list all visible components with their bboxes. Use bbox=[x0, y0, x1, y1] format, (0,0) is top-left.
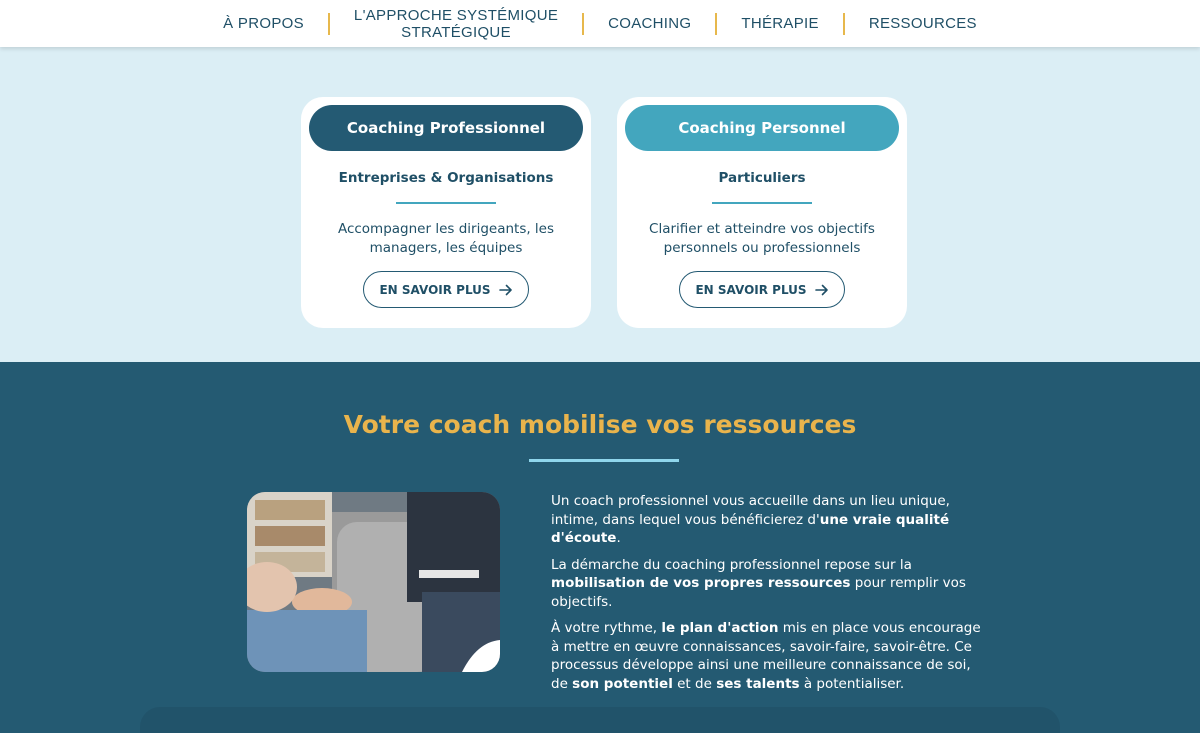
arrow-right-icon bbox=[815, 284, 829, 296]
nav-item-approche-line1: L'APPROCHE SYSTÉMIQUE bbox=[353, 6, 559, 24]
coaching-session-photo bbox=[247, 492, 500, 672]
card-coaching-professionnel bbox=[301, 97, 591, 328]
nav-item-approche[interactable] bbox=[330, 7, 582, 41]
card-description: Clarifier et atteindre vos objectifs personnels ou professionnels bbox=[649, 221, 875, 256]
coaching-cards bbox=[301, 97, 907, 328]
card-divider bbox=[396, 202, 496, 204]
p3-text-3: et de bbox=[672, 675, 717, 692]
p3-text: À votre rythme, bbox=[551, 620, 662, 636]
photo-illustration bbox=[247, 492, 500, 672]
nav-item-therapie[interactable]: THÉRAPIE bbox=[741, 15, 819, 32]
p1-bold: une vraie qualité d'écoute bbox=[551, 511, 950, 546]
card-subtitle: Entreprises & Organisations bbox=[338, 170, 554, 186]
p1-text: Un coach professionnel vous accueille dans un lieu unique, intime, dans lequel vous bénéficierez d' bbox=[551, 493, 950, 528]
p2-bold: mobilisation de vos propres ressources bbox=[551, 575, 851, 591]
card-subtitle: Particuliers bbox=[718, 170, 806, 186]
card-title-professionnel: Coaching Professionnel bbox=[309, 105, 583, 151]
section-text bbox=[551, 492, 981, 701]
nav-item-approche-line2: STRATÉGIQUE bbox=[401, 23, 511, 41]
p3-bold-talents: ses talents bbox=[716, 675, 800, 692]
p3-text-2: mis en place vous encourage à mettre en œuvre connaissances, savoir-faire, savoir-être. Ce processus développe ainsi une meilleure connaissance de soi, de bbox=[551, 620, 981, 692]
nav-item-a-propos[interactable]: À PROPOS bbox=[223, 15, 304, 32]
p3-bold-potentiel: son potentiel bbox=[572, 675, 673, 692]
paragraph-2 bbox=[551, 556, 981, 612]
bottom-panel-edge bbox=[140, 707, 1060, 733]
p2-end: pour remplir vos objectifs. bbox=[551, 575, 966, 610]
card-title-personnel: Coaching Personnel bbox=[625, 105, 899, 151]
arrow-right-icon bbox=[499, 284, 513, 296]
p3-bold-plan: le plan d'action bbox=[661, 620, 779, 636]
button-label: EN SAVOIR PLUS bbox=[695, 282, 807, 297]
en-savoir-plus-button-professionnel[interactable] bbox=[363, 271, 529, 308]
p1-end: . bbox=[616, 530, 621, 546]
coach-section bbox=[0, 362, 1200, 733]
section-divider bbox=[529, 459, 679, 462]
top-navigation bbox=[0, 0, 1200, 47]
button-label: EN SAVOIR PLUS bbox=[379, 282, 491, 297]
paragraph-3 bbox=[551, 619, 981, 693]
card-divider bbox=[712, 202, 812, 204]
nav-item-coaching[interactable]: COACHING bbox=[608, 15, 692, 32]
section-title: Votre coach mobilise vos ressources bbox=[343, 410, 857, 439]
card-description: Accompagner les dirigeants, les managers, les équipes bbox=[337, 221, 555, 256]
nav-item-ressources[interactable]: RESSOURCES bbox=[868, 15, 977, 32]
p2-text: La démarche du coaching professionnel repose sur la bbox=[551, 556, 912, 573]
paragraph-1 bbox=[551, 492, 981, 548]
card-coaching-personnel bbox=[617, 97, 907, 328]
p3-end: à potentialiser. bbox=[799, 675, 905, 692]
en-savoir-plus-button-personnel[interactable] bbox=[679, 271, 845, 308]
